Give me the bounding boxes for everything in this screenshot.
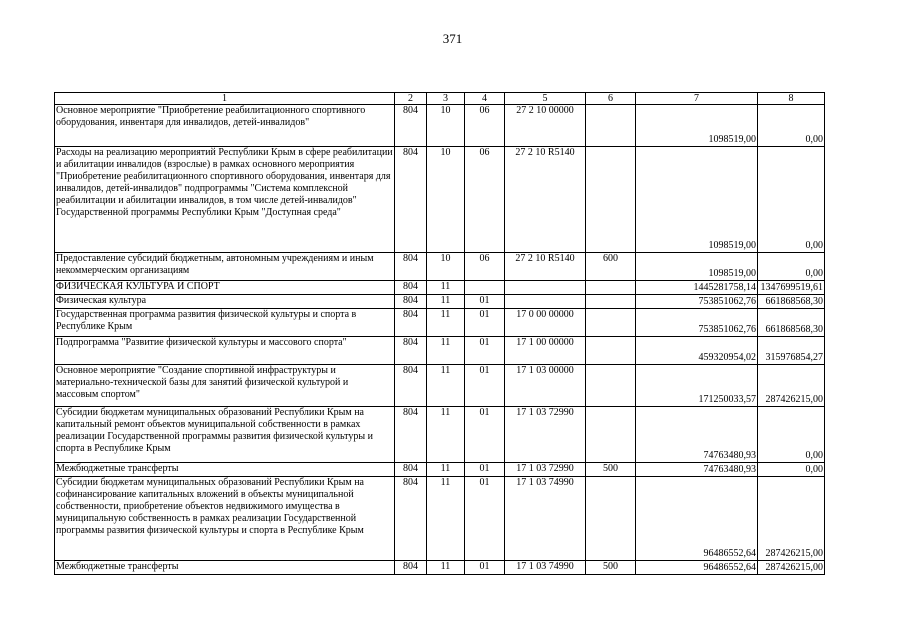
amount-cell-7: 753851062,76	[636, 295, 758, 309]
amount-cell-8: 0,00	[758, 147, 825, 253]
code-cell-4: 01	[465, 337, 505, 365]
code-cell-4: 01	[465, 561, 505, 575]
code-cell-3: 11	[427, 295, 465, 309]
code-cell-2: 804	[395, 407, 427, 463]
amount-cell-7: 74763480,93	[636, 463, 758, 477]
code-cell-3: 11	[427, 477, 465, 561]
amount-cell-7: 1098519,00	[636, 147, 758, 253]
header-cell: 6	[586, 93, 636, 105]
row-name-cell: Государственная программа развития физической культуры и спорта в Республике Крым	[55, 309, 395, 337]
code-cell-5	[505, 295, 586, 309]
code-cell-6: 500	[586, 463, 636, 477]
code-cell-2: 804	[395, 253, 427, 281]
code-cell-5: 17 1 00 00000	[505, 337, 586, 365]
code-cell-2: 804	[395, 295, 427, 309]
code-cell-3: 11	[427, 337, 465, 365]
code-cell-6	[586, 105, 636, 147]
amount-cell-7: 96486552,64	[636, 477, 758, 561]
code-cell-3: 11	[427, 463, 465, 477]
code-cell-2: 804	[395, 337, 427, 365]
table-row	[55, 309, 825, 337]
amount-cell-8: 0,00	[758, 253, 825, 281]
code-cell-5: 27 2 10 R5140	[505, 147, 586, 253]
amount-cell-8: 661868568,30	[758, 309, 825, 337]
code-cell-5: 17 1 03 72990	[505, 463, 586, 477]
code-cell-5: 17 1 03 74990	[505, 477, 586, 561]
table-body	[55, 105, 825, 575]
row-name-cell: Расходы на реализацию мероприятий Республики Крым в сфере реабилитации и абилитации инвалидов (взрослые) в рамках основного мероприятия "Приобретение реабилитационного спортивного оборудования, инвентаря для инвалидов, детей-инвалидов" подпрограммы "Система комплексной реабилитации и абилитации инвалидов, в том числе детей-инвалидов" Государственной программы Республики Крым "Доступная среда"	[55, 147, 395, 253]
amount-cell-7: 171250033,57	[636, 365, 758, 407]
code-cell-3: 11	[427, 561, 465, 575]
code-cell-2: 804	[395, 463, 427, 477]
table-row	[55, 561, 825, 575]
code-cell-4: 01	[465, 309, 505, 337]
row-name-cell: Межбюджетные трансферты	[55, 463, 395, 477]
code-cell-2: 804	[395, 477, 427, 561]
page-number: 371	[442, 31, 463, 46]
code-cell-4: 01	[465, 295, 505, 309]
header-cell: 4	[465, 93, 505, 105]
code-cell-5: 27 2 10 R5140	[505, 253, 586, 281]
code-cell-6	[586, 365, 636, 407]
code-cell-6	[586, 147, 636, 253]
amount-cell-8: 287426215,00	[758, 561, 825, 575]
row-name-cell: Физическая культура	[55, 295, 395, 309]
code-cell-5: 17 0 00 00000	[505, 309, 586, 337]
header-cell: 1	[55, 93, 395, 105]
header-cell: 2	[395, 93, 427, 105]
header-cell: 3	[427, 93, 465, 105]
amount-cell-7: 1098519,00	[636, 253, 758, 281]
row-name-cell: ФИЗИЧЕСКАЯ КУЛЬТУРА И СПОРТ	[55, 281, 395, 295]
table-header-row	[55, 93, 825, 105]
code-cell-3: 10	[427, 105, 465, 147]
code-cell-6	[586, 407, 636, 463]
code-cell-2: 804	[395, 105, 427, 147]
budget-table	[54, 92, 825, 575]
row-name-cell: Основное мероприятие "Приобретение реабилитационного спортивного оборудования, инвентаря для инвалидов, детей-инвалидов"	[55, 105, 395, 147]
code-cell-3: 10	[427, 253, 465, 281]
amount-cell-8: 1347699519,61	[758, 281, 825, 295]
code-cell-6: 500	[586, 561, 636, 575]
code-cell-6	[586, 309, 636, 337]
code-cell-2: 804	[395, 309, 427, 337]
code-cell-5: 17 1 03 00000	[505, 365, 586, 407]
amount-cell-8: 0,00	[758, 105, 825, 147]
table-row	[55, 105, 825, 147]
code-cell-3: 11	[427, 281, 465, 295]
code-cell-4: 06	[465, 253, 505, 281]
table-row	[55, 337, 825, 365]
code-cell-4: 06	[465, 147, 505, 253]
code-cell-2: 804	[395, 147, 427, 253]
code-cell-5: 27 2 10 00000	[505, 105, 586, 147]
table-row	[55, 365, 825, 407]
code-cell-5: 17 1 03 74990	[505, 561, 586, 575]
code-cell-5: 17 1 03 72990	[505, 407, 586, 463]
table-row	[55, 463, 825, 477]
code-cell-6	[586, 477, 636, 561]
amount-cell-7: 1098519,00	[636, 105, 758, 147]
amount-cell-8: 287426215,00	[758, 365, 825, 407]
amount-cell-7: 459320954,02	[636, 337, 758, 365]
row-name-cell: Подпрограмма "Развитие физической культуры и массового спорта"	[55, 337, 395, 365]
code-cell-2: 804	[395, 365, 427, 407]
header-cell: 8	[758, 93, 825, 105]
code-cell-3: 11	[427, 365, 465, 407]
amount-cell-8: 287426215,00	[758, 477, 825, 561]
amount-cell-7: 753851062,76	[636, 309, 758, 337]
row-name-cell: Основное мероприятие "Создание спортивной инфраструктуры и материально-технической базы для занятий физической культурой и массовым спортом"	[55, 365, 395, 407]
code-cell-3: 10	[427, 147, 465, 253]
table-row	[55, 295, 825, 309]
code-cell-4: 01	[465, 365, 505, 407]
code-cell-4	[465, 281, 505, 295]
code-cell-6: 600	[586, 253, 636, 281]
row-name-cell: Субсидии бюджетам муниципальных образований Республики Крым на капитальный ремонт объектов муниципальной собственности в рамках реализации Государственной программы развития физической культуры и спорта в Республике Крым	[55, 407, 395, 463]
code-cell-4: 06	[465, 105, 505, 147]
code-cell-6	[586, 337, 636, 365]
amount-cell-8: 0,00	[758, 463, 825, 477]
table-row	[55, 477, 825, 561]
code-cell-6	[586, 295, 636, 309]
code-cell-3: 11	[427, 309, 465, 337]
code-cell-5	[505, 281, 586, 295]
row-name-cell: Межбюджетные трансферты	[55, 561, 395, 575]
amount-cell-8: 661868568,30	[758, 295, 825, 309]
table-row	[55, 281, 825, 295]
code-cell-6	[586, 281, 636, 295]
amount-cell-8: 0,00	[758, 407, 825, 463]
amount-cell-7: 96486552,64	[636, 561, 758, 575]
row-name-cell: Субсидии бюджетам муниципальных образований Республики Крым на софинансирование капитальных вложений в объекты муниципальной собственности, приобретение объектов недвижимого имущества в муниципальную собственность в рамках реализации Государственной программы развития физической культуры и спорта в Республике Крым	[55, 477, 395, 561]
table-row	[55, 407, 825, 463]
header-cell: 7	[636, 93, 758, 105]
code-cell-4: 01	[465, 407, 505, 463]
row-name-cell: Предоставление субсидий бюджетным, автономным учреждениям и иным некоммерческим организациям	[55, 253, 395, 281]
table-row	[55, 253, 825, 281]
amount-cell-7: 74763480,93	[636, 407, 758, 463]
amount-cell-7: 1445281758,14	[636, 281, 758, 295]
code-cell-4: 01	[465, 463, 505, 477]
table-row	[55, 147, 825, 253]
amount-cell-8: 315976854,27	[758, 337, 825, 365]
header-cell: 5	[505, 93, 586, 105]
code-cell-2: 804	[395, 281, 427, 295]
code-cell-4: 01	[465, 477, 505, 561]
code-cell-2: 804	[395, 561, 427, 575]
code-cell-3: 11	[427, 407, 465, 463]
